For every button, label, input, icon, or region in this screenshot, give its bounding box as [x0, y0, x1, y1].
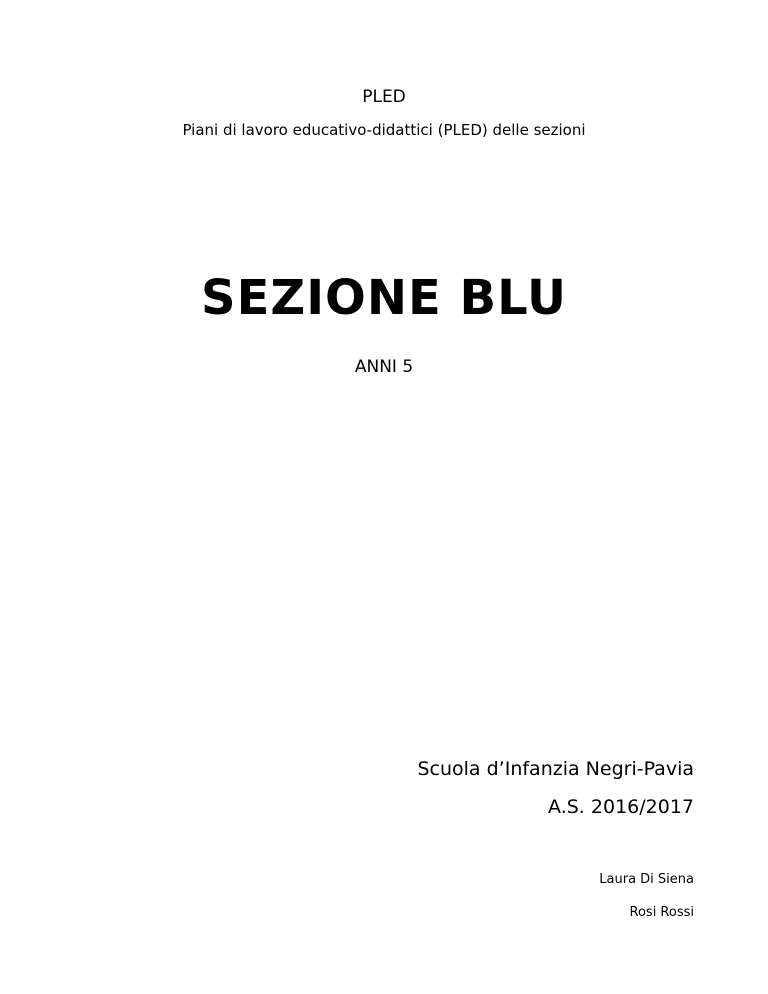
author-2: Rosi Rossi [629, 905, 694, 920]
school-year: A.S. 2016/2017 [548, 796, 694, 818]
header-subtitle: Piani di lavoro educativo-didattici (PLED) delle sezioni [182, 121, 586, 139]
section-age: ANNI 5 [354, 357, 414, 377]
author-1: Laura Di Siena [599, 872, 694, 887]
header-title: PLED [362, 87, 406, 107]
section-title: SEZIONE BLU [201, 270, 567, 326]
school-name: Scuola d’Infanzia Negri-Pavia [417, 758, 694, 780]
